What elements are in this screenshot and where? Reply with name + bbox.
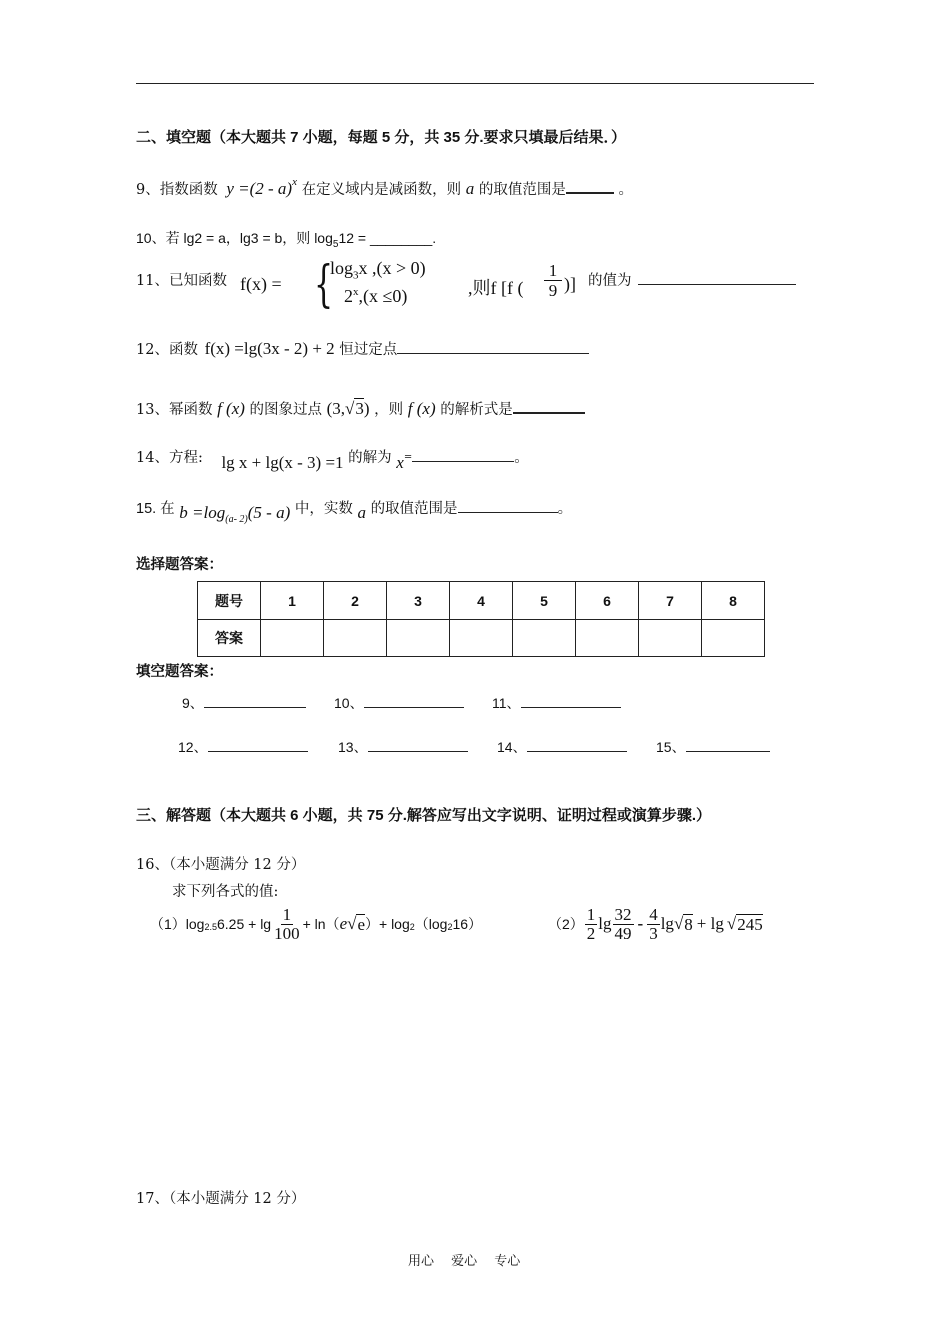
q11-frac: 1 9 <box>544 262 562 301</box>
q11-close: )] <box>564 274 576 294</box>
fill-blank[interactable] <box>368 737 468 752</box>
answer-cell[interactable] <box>639 620 702 657</box>
fill-answer-13: 13、 <box>338 737 468 757</box>
q14-number: 14、方程: <box>136 450 203 466</box>
q15-arg: (5 - a) <box>247 503 291 522</box>
q9-exponent: x <box>292 176 297 188</box>
q11-case2: $2^x,(x \le 0)$ <box>344 286 408 306</box>
answer-cell[interactable] <box>387 620 450 657</box>
fill-answer-15: 15、 <box>656 737 770 757</box>
q14-var: x <box>396 453 404 472</box>
q13-fx: f (x) <box>217 399 245 418</box>
q9-mid: 在定义域内是减函数，则 <box>301 182 462 198</box>
q11-brace: { <box>314 255 334 313</box>
choice-answers-heading: 选择题答案： <box>136 557 223 573</box>
q12-number: 12、函数 <box>136 342 198 358</box>
q9-var: a <box>465 179 475 198</box>
q10-text-a: 10、若 lg2 = a，lg3 = b，则 log <box>136 230 333 246</box>
q15-tail: 。 <box>557 501 573 517</box>
q9-formula: y =(2 - a) <box>226 179 293 198</box>
table-row <box>198 620 765 657</box>
fill-blank[interactable] <box>686 737 770 752</box>
q16-prompt: 求下列各式的值: <box>172 884 279 900</box>
q17-title: 17、（本小题满分 12 分） <box>136 1191 306 1207</box>
q10-text-b: 12 = ________. <box>338 230 437 246</box>
q14-blank[interactable] <box>412 447 514 462</box>
fill-answer-9: 9、 <box>182 693 306 713</box>
q15-blank[interactable] <box>458 498 558 513</box>
q15-sub: (a- 2) <box>225 514 248 525</box>
fill-answer-11: 11、 <box>492 693 621 713</box>
question-15 <box>136 497 573 525</box>
q11-number: 11、已知函数 <box>136 273 227 289</box>
table-number-cell: 2 <box>324 582 387 620</box>
q15-number: 15. 在 <box>136 501 175 517</box>
q13-blank[interactable] <box>513 398 585 414</box>
q15-b: b =log <box>179 503 226 522</box>
table-number-cell: 8 <box>702 582 765 620</box>
fill-blank[interactable] <box>204 693 306 708</box>
fill-blank[interactable] <box>527 737 627 752</box>
q16-part2: （2） $\frac{1}{2}$ lg $\frac{32}{49}$ - $\frac{4}{3}$ lg √ 8 + lg √ 245 <box>548 904 763 943</box>
q12-formula: f(x) =lg(3x - 2) + 2 <box>204 339 335 358</box>
page-footer: 用心 爱心 专心 <box>408 1254 521 1269</box>
q15-end: 的取值范围是 <box>370 501 458 517</box>
question-13 <box>136 398 585 419</box>
section3-heading: 三、解答题（本大题共 6 小题，共 75 分.解答应写出文字说明、证明过程或演算步骤.） <box>136 807 712 824</box>
answer-cell[interactable] <box>324 620 387 657</box>
q13-point: (3,√3) <box>326 399 370 418</box>
q11-end: 的值为 <box>588 273 632 289</box>
answer-cell[interactable] <box>261 620 324 657</box>
q11-then: ,则f [f ( <box>468 278 524 298</box>
q12-blank[interactable] <box>397 339 589 354</box>
q11-case1: $\log_3x$ ,(x > 0) <box>330 258 426 282</box>
q12-end: 恒过定点 <box>339 342 398 358</box>
q13-mid: 的图象过点 <box>249 402 323 418</box>
table-number-cell: 5 <box>513 582 576 620</box>
q15-var: a <box>357 503 366 522</box>
question-14 <box>136 446 529 472</box>
q16-frac-1-2: $\frac{1}{2}$ <box>586 904 596 943</box>
q14-end: 。 <box>514 450 529 466</box>
q9-blank[interactable] <box>566 178 614 194</box>
fill-blank[interactable] <box>364 693 464 708</box>
q10-sub: 5 <box>332 238 339 250</box>
answer-cell[interactable] <box>450 620 513 657</box>
table-number-cell: 1 <box>261 582 324 620</box>
table-header-label: 题号 <box>198 582 261 620</box>
table-number-cell: 6 <box>576 582 639 620</box>
table-number-cell: 3 <box>387 582 450 620</box>
table-answer-label: 答案 <box>198 620 261 657</box>
table-row <box>198 582 765 620</box>
answer-cell[interactable] <box>702 620 765 657</box>
answer-cell[interactable] <box>513 620 576 657</box>
q11-blank[interactable] <box>638 270 796 285</box>
question-12 <box>136 338 589 359</box>
q9-number: 9、指数函数 <box>136 182 218 198</box>
fill-answer-14: 14、 <box>497 737 627 757</box>
q16-part1: （1）log $_{2.5}$ 6.25 + lg $\frac{1}{100}$ + ln（ e √ e ）+ log $_2$ （log $_2$ 16） <box>150 904 483 943</box>
q13-fx2: f (x) <box>407 399 436 418</box>
q13-number: 13、幂函数 <box>136 402 213 418</box>
section2-heading: 二、填空题（本大题共 7 小题，每题 5 分，共 35 分.要求只填最后结果．） <box>136 129 627 146</box>
choice-answer-table <box>197 581 765 657</box>
q14-mid: 的解为 <box>348 450 392 466</box>
fill-blank[interactable] <box>208 737 308 752</box>
q9-tail: 。 <box>618 182 633 198</box>
q14-eq: = <box>403 452 413 463</box>
q11-lhs: f(x) = <box>240 274 282 294</box>
q15-mid: 中，实数 <box>294 501 353 517</box>
q16-frac-4-3: $\frac{4}{3}$ <box>649 904 658 943</box>
q13-then: ，则 <box>374 402 404 418</box>
fill-answers-heading: 填空题答案： <box>136 664 223 680</box>
answer-cell[interactable] <box>576 620 639 657</box>
table-number-cell: 4 <box>450 582 513 620</box>
top-rule <box>136 83 814 84</box>
fill-answer-10: 10、 <box>334 693 464 713</box>
q16-frac-32-49: $\frac{32}{49}$ <box>614 904 632 943</box>
fill-answer-12: 12、 <box>178 737 308 757</box>
q16-frac-1-100: $\frac{1}{100}$ <box>274 904 300 943</box>
question-9 <box>136 176 633 199</box>
table-number-cell: 7 <box>639 582 702 620</box>
q13-end: 的解析式是 <box>440 402 513 418</box>
q9-end: 的取值范围是 <box>478 182 566 198</box>
q14-formula: lg x + lg(x - 3) =1 <box>221 453 344 472</box>
q16-title: 16、（本小题满分 12 分） <box>136 857 306 873</box>
question-10 <box>136 228 436 250</box>
fill-blank[interactable] <box>521 693 621 708</box>
